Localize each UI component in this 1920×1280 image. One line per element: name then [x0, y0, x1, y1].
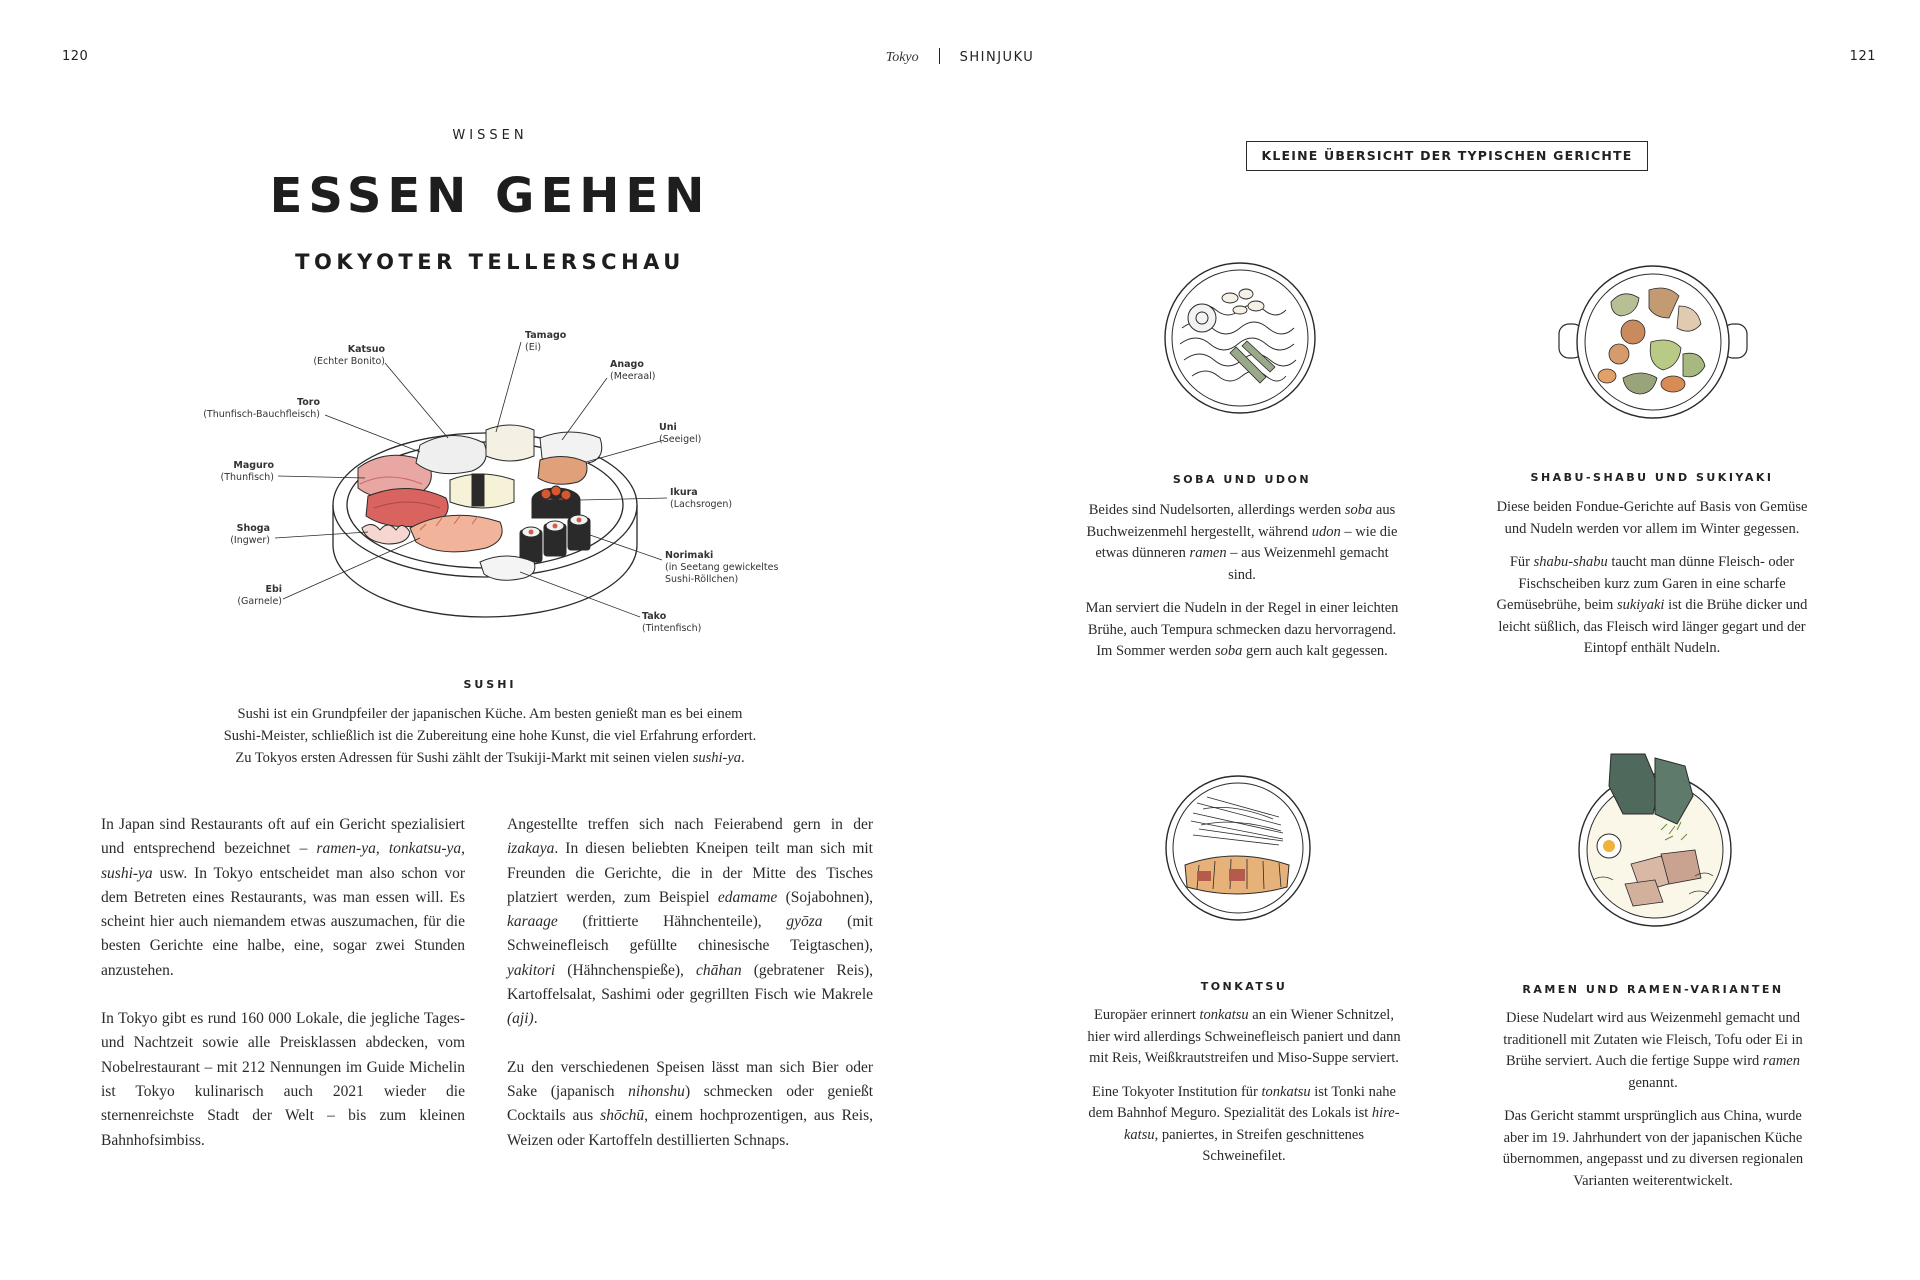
- body-paragraph: Zu den verschiedenen Speisen lässt man sich Bier oder Sake (japanisch nihonshu) schmecken oder genießt Cocktails aus shōchū, einem hochprozentigen, aus Reis, Weizen oder Kartoffeln destillierten Schnaps.: [507, 1058, 874, 1149]
- running-header-city: Tokyo: [885, 50, 919, 65]
- label-tako: Tako (Tintenfisch): [642, 611, 702, 634]
- dish-heading-soba: SOBA UND UDON: [1172, 473, 1312, 486]
- body-column-2: [507, 813, 873, 1153]
- dish-text-tonkatsu: Europäer erinnert tonkatsu an ein Wiener Schnitzel, hier wird allerdings Schweinefleisch paniert und dann mit Reis, Weißkrautstreifen und Miso-Suppe serviert. Eine Tokyoter Institution für tonkatsu ist Tonki nahe dem Bahnhof Meguro. Spezialität des Lokals ist hire-katsu, paniertes, in Streifen geschnittenes Schweinefilet.: [1087, 1007, 1401, 1164]
- page-title: ESSEN GEHEN: [269, 168, 711, 224]
- section-kicker: WISSEN: [452, 128, 528, 143]
- body-column-1: [101, 813, 465, 1153]
- label-ikura: Ikura (Lachsrogen): [670, 487, 733, 510]
- label-uni: Uni (Seeigel): [659, 422, 702, 445]
- page-number-right: 121: [1849, 49, 1876, 64]
- body-paragraph: In Tokyo gibt es rund 160 000 Lokale, die jegliche Tages- und Nachtzeit sowie alle Preisklassen abdecken, vom Nobelrestaurant – mit 212 Nennungen im Guide Michelin ist Tokyo kulinarisch auch 2021 wieder die sternenreichste Stadt der Welt – bis zum kleinen Bahnhofsimbiss.: [101, 1010, 465, 1149]
- page-subtitle: TOKYOTER TELLERSCHAU: [295, 250, 685, 274]
- label-maguro: Maguro (Thunfisch): [220, 460, 274, 483]
- label-katsuo: Katsuo (Echter Bonito): [313, 344, 385, 367]
- overview-box-title: KLEINE ÜBERSICHT DER TYPISCHEN GERICHTE: [1246, 141, 1648, 171]
- dish-heading-shabu: SHABU-SHABU UND SUKIYAKI: [1530, 471, 1774, 484]
- tonkatsu-plate-illustration: [1163, 773, 1313, 923]
- label-anago: Anago (Meeraal): [610, 359, 656, 382]
- dish-heading-tonkatsu: TONKATSU: [1200, 980, 1288, 993]
- label-ebi: Ebi (Garnele): [237, 584, 282, 607]
- running-header-district: SHINJUKU: [959, 50, 1035, 65]
- soba-bowl-illustration: [1160, 258, 1320, 418]
- dish-heading-ramen: RAMEN UND RAMEN-VARIANTEN: [1522, 983, 1784, 996]
- dish-text-ramen: Diese Nudelart wird aus Weizenmehl gemacht und traditionell mit Zutaten wie Fleisch, Tofu oder Ei in Brühe serviert. Auch die fertige Suppe wird ramen genannt. Das Gericht stammt ursprünglich aus China, wurde aber im 19. Jahrhundert von der japanischen Küche übernommen, angepasst und zu diversen regionalen Varianten weiterentwickelt.: [1502, 1010, 1804, 1189]
- label-toro: Toro (Thunfisch-Bauchfleisch): [203, 397, 320, 420]
- sushi-caption-text: Sushi ist ein Grundpfeiler der japanischen Küche. Am besten genießt man es bei einem Sushi-Meister, schließlich ist die Zubereitung eine hohe Kunst, die viel Erfahrung erfordert. Zu Tokyos ersten Adressen für Sushi zählt der Tsukiji-Markt mit seinen vielen sushi-ya.: [223, 706, 757, 766]
- label-tamago: Tamago (Ei): [525, 330, 567, 353]
- shabu-shabu-pot-illustration: [1553, 262, 1753, 422]
- body-paragraph: Angestellte treffen sich nach Feierabend gern in der izakaya. In diesen beliebten Kneipen teilt man sich mit Freunden die Gerichte, die in der Mitte des Tisches platziert werden, zum Beispiel edamame (Sojabohnen), karaage (frittierte Hähnchenteile), gyōza (mit Schweinefleisch gefüllte chinesische Teigtaschen), yakitori (Hähnchenspieße), chāhan (gebratener Reis), Kartoffelsalat, Sashimi oder gegrillten Fisch wie Makrele (aji).: [507, 816, 873, 1028]
- ramen-bowl-illustration: [1565, 750, 1745, 930]
- label-shoga: Shoga (Ingwer): [230, 523, 270, 546]
- body-paragraph: In Japan sind Restaurants oft auf ein Gericht spezialisiert und entsprechend bezeichnet – ramen-ya, tonkatsu-ya, sushi-ya usw. In Tokyo entscheidet man also schon vor dem Betreten eines Restaurants, was man essen will. Es scheint hier auch niemandem etwas auszumachen, für die besten Gerichte eine halbe, eine, sogar zwei Stunden anzustehen.: [101, 816, 466, 979]
- dish-text-soba: Beides sind Nudelsorten, allerdings werden soba aus Buchweizenmehl hergestellt, während udon – wie die etwas dünneren ramen – aus Weizenmehl gemacht sind. Man serviert die Nudeln in der Regel in einer leichten Brühe, auch Tempura schmecken dazu hervorragend. Im Sommer werden soba gern auch kalt gegessen.: [1085, 502, 1399, 659]
- label-norimaki: Norimaki (in Seetang gewickeltes Sushi-Röllchen): [665, 550, 779, 585]
- sushi-caption-heading: SUSHI: [463, 678, 517, 691]
- dish-text-shabu: Diese beiden Fondue-Gerichte auf Basis von Gemüse und Nudeln werden vor allem im Winter gegessen. Für shabu-shabu taucht man dünne Fleisch- oder Fischscheiben kurz zum Garen in eine scharfe Gemüsebrühe, beim sukiyaki ist die Brühe dicker und leicht süßlich, das Fleisch wird länger gegart und der Eintopf enthält Nudeln.: [1496, 499, 1808, 656]
- page-number-left: 120: [62, 49, 89, 64]
